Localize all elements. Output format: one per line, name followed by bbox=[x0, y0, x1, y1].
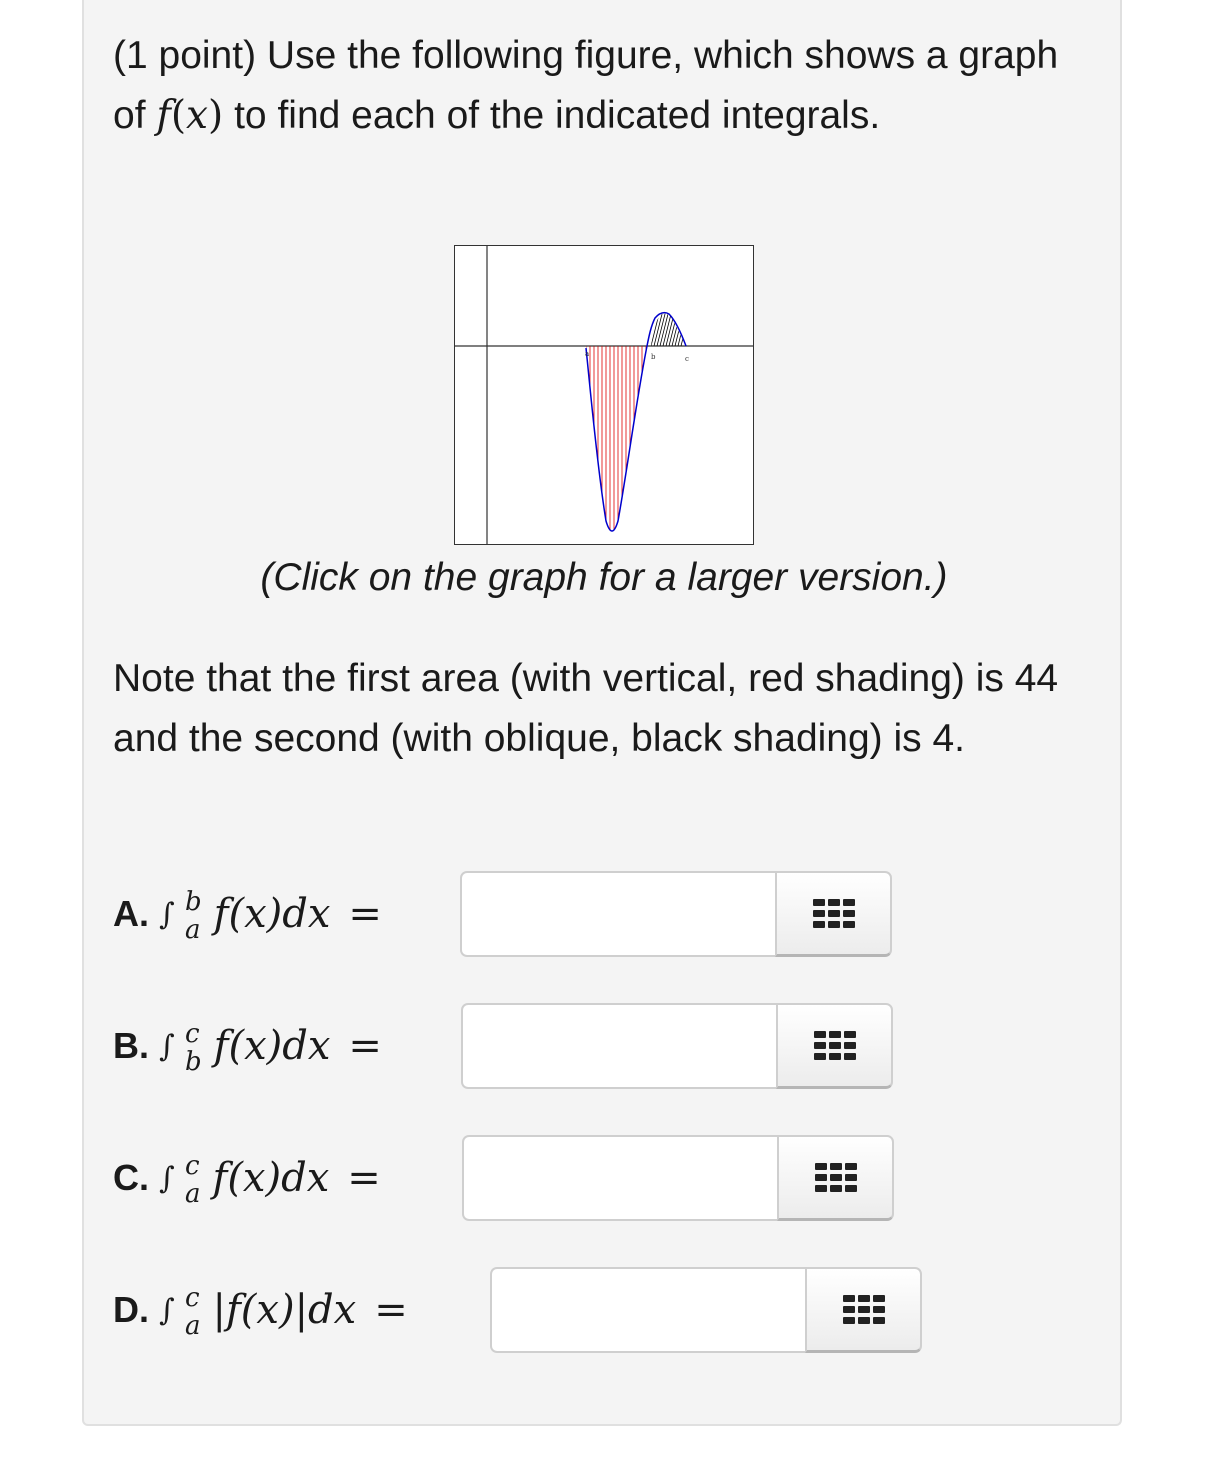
answer-a-palette-button[interactable] bbox=[775, 871, 892, 957]
answer-a-input[interactable] bbox=[460, 871, 776, 957]
lower-limit: b bbox=[185, 1047, 202, 1077]
lower-limit: a bbox=[185, 1179, 201, 1209]
integral-icon: ∫ bbox=[159, 1160, 175, 1196]
answer-c-palette-button[interactable] bbox=[777, 1135, 894, 1221]
point-c-label: c bbox=[685, 355, 689, 363]
integral-limits bbox=[185, 1284, 201, 1340]
grid-icon bbox=[813, 899, 855, 928]
problem-intro bbox=[113, 26, 1073, 146]
integrand: f(x)dx bbox=[213, 1023, 331, 1069]
integral-limits bbox=[185, 888, 202, 944]
equals-sign: = bbox=[348, 891, 382, 937]
upper-limit: c bbox=[185, 1019, 200, 1049]
question-a-label bbox=[113, 871, 382, 957]
intro-text-before: Use the following figure, which shows a graph of bbox=[113, 34, 1059, 137]
answer-d-palette-button[interactable] bbox=[805, 1267, 922, 1353]
answer-b-input[interactable] bbox=[461, 1003, 777, 1089]
problem-card bbox=[82, 0, 1122, 1426]
answer-b-palette-button[interactable] bbox=[776, 1003, 893, 1089]
intro-text-after: to find each of the indicated integrals. bbox=[234, 94, 881, 137]
grid-icon bbox=[815, 1163, 857, 1192]
equals-sign: = bbox=[374, 1287, 408, 1333]
integrand: f(x)dx bbox=[213, 891, 331, 937]
graph-svg bbox=[455, 246, 753, 544]
integral-limits bbox=[185, 1020, 202, 1076]
question-letter: C. bbox=[113, 1157, 149, 1198]
first-area-shading bbox=[586, 346, 646, 544]
grid-icon bbox=[814, 1031, 856, 1060]
graph-caption[interactable]: (Click on the graph for a larger version.) bbox=[260, 556, 948, 599]
area-note: Note that the first area (with vertical, red shading) is 44 and the second (with oblique, black shading) is 4. bbox=[113, 657, 1059, 760]
question-letter: D. bbox=[113, 1289, 149, 1330]
integral-icon: ∫ bbox=[159, 1292, 175, 1328]
upper-limit: b bbox=[185, 887, 202, 917]
second-area-shading bbox=[651, 306, 691, 346]
point-a-label: a bbox=[585, 350, 590, 358]
question-letter: A. bbox=[113, 893, 149, 934]
question-c-label bbox=[113, 1135, 381, 1221]
upper-limit: c bbox=[185, 1283, 200, 1313]
question-d-label bbox=[113, 1267, 408, 1353]
integrand: |f(x)|dx bbox=[212, 1287, 357, 1333]
problem-points: (1 point) bbox=[113, 34, 257, 77]
integral-icon: ∫ bbox=[159, 1028, 175, 1064]
grid-icon bbox=[843, 1295, 885, 1324]
lower-limit: a bbox=[185, 1311, 201, 1341]
integral-limits bbox=[185, 1152, 201, 1208]
question-b-label bbox=[113, 1003, 382, 1089]
function-notation: f(x) bbox=[156, 93, 224, 138]
question-letter: B. bbox=[113, 1025, 149, 1066]
integral-icon: ∫ bbox=[159, 896, 175, 932]
answer-d-input[interactable] bbox=[490, 1267, 806, 1353]
point-b-label: b bbox=[651, 353, 656, 361]
answer-c-input[interactable] bbox=[462, 1135, 778, 1221]
upper-limit: c bbox=[185, 1151, 200, 1181]
equals-sign: = bbox=[348, 1023, 382, 1069]
integrand: f(x)dx bbox=[212, 1155, 330, 1201]
equals-sign: = bbox=[347, 1155, 381, 1201]
function-graph[interactable] bbox=[454, 245, 754, 545]
lower-limit: a bbox=[185, 915, 201, 945]
